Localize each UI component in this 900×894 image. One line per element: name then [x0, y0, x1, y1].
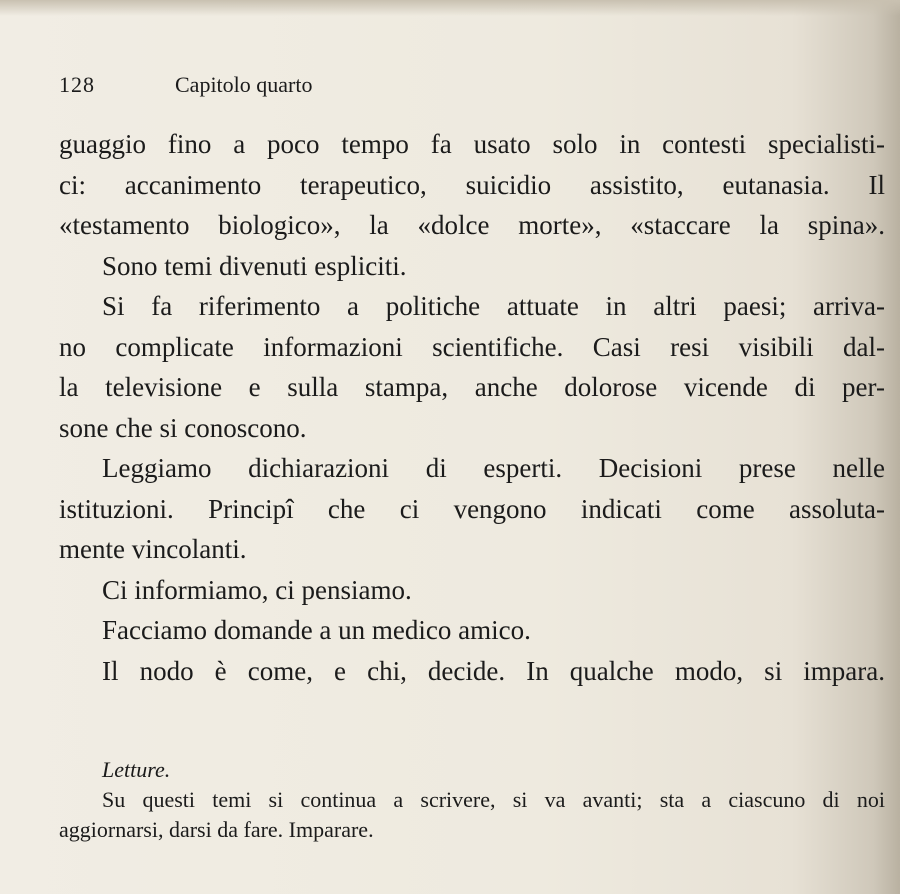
- note-line: Su questi temi si continua a scrivere, si va avanti; sta a ciascuno di noi: [102, 787, 885, 812]
- page-edge-shadow: [0, 0, 900, 16]
- text-line: no complicate informazioni scientifiche. Casi resi visibili dal-: [59, 331, 885, 362]
- text-line: «testamento biologico», la «dolce morte», «staccare la spina».: [59, 210, 885, 240]
- text-line: mente vincolanti.: [59, 534, 247, 564]
- chapter-title: Capitolo quarto: [175, 72, 313, 97]
- text-line: Si fa riferimento a politiche attuate in altri paesi; arriva-: [102, 291, 885, 321]
- text-line: Facciamo domande a un medico amico.: [102, 615, 531, 645]
- note-line: aggiornarsi, darsi da fare. Imparare.: [59, 817, 374, 842]
- readings-note: [59, 755, 885, 845]
- body-text: [59, 124, 885, 691]
- text-line: Ci informiamo, ci pensiamo.: [102, 574, 412, 605]
- text-line: Sono temi divenuti espliciti.: [102, 250, 407, 281]
- running-head: [59, 70, 313, 100]
- text-line: Leggiamo dichiarazioni di esperti. Decisioni prese nelle: [102, 453, 885, 483]
- text-line: Il nodo è come, e chi, decide. In qualche modo, si impara.: [102, 655, 885, 686]
- note-heading: Letture.: [102, 757, 171, 782]
- text-line: guaggio fino a poco tempo fa usato solo in contesti specialisti-: [59, 129, 885, 159]
- text-line: sone che si conoscono.: [59, 412, 307, 443]
- text-line: la televisione e sulla stampa, anche dolorose vicende di per-: [59, 372, 885, 402]
- text-line: istituzioni. Principî che ci vengono indicati come assoluta-: [59, 493, 885, 524]
- text-line: ci: accanimento terapeutico, suicidio assistito, eutanasia. Il: [59, 169, 885, 200]
- page-number: 128: [59, 72, 95, 97]
